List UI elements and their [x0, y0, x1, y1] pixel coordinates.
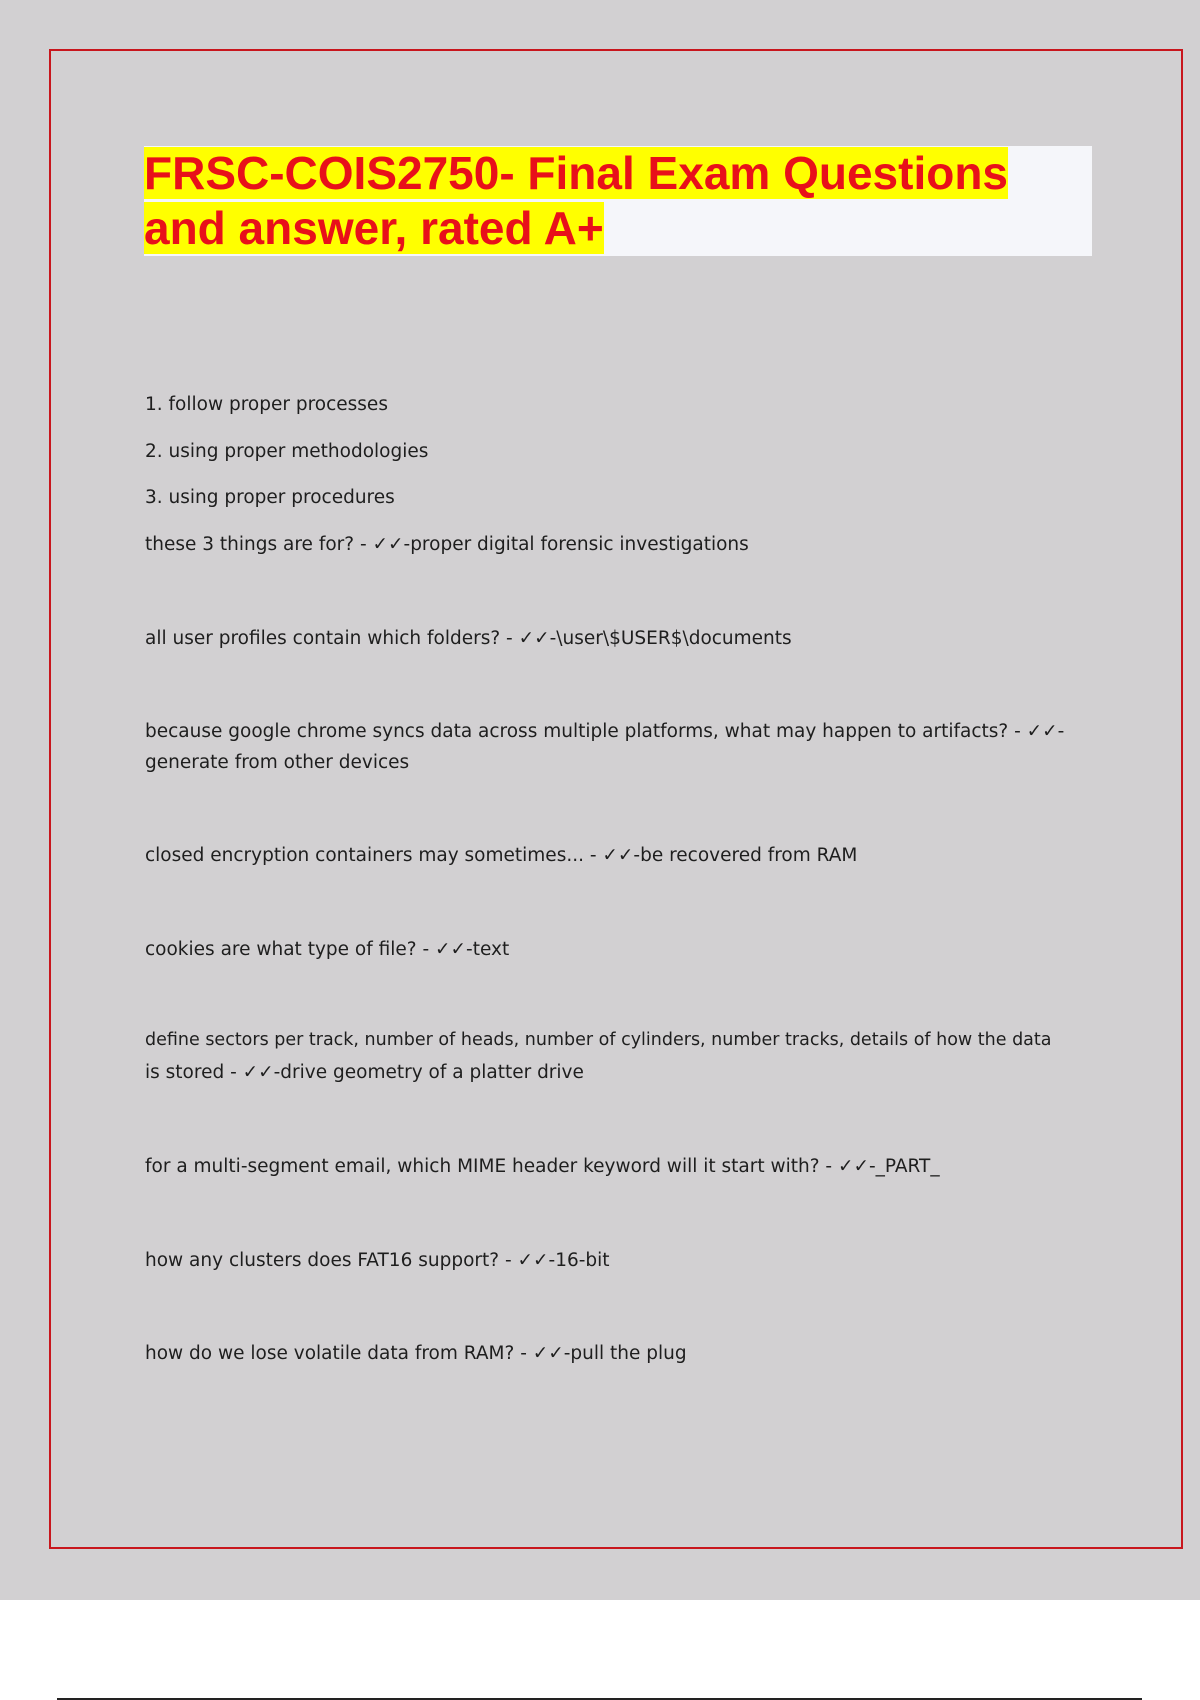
question-answer-continued: generate from other devices	[145, 752, 410, 773]
list-item: 3. using proper procedures	[145, 487, 395, 508]
document-title	[144, 146, 1092, 256]
title-line-2: and answer, rated A+	[144, 202, 604, 254]
question-answer: define sectors per track, number of heads, number of cylinders, number tracks, details of how the data	[145, 1030, 1052, 1050]
list-item: 1. follow proper processes	[145, 394, 388, 415]
question-answer: because google chrome syncs data across multiple platforms, what may happen to artifacts? - ✓✓-	[145, 721, 1065, 742]
question-answer: how any clusters does FAT16 support? - ✓✓-16-bit	[145, 1250, 610, 1271]
title-line-1: FRSC-COIS2750- Final Exam Questions	[144, 147, 1009, 199]
question-answer: all user profiles contain which folders? - ✓✓-\user\$USER$\documents	[145, 628, 792, 649]
list-item: 2. using proper methodologies	[145, 441, 429, 462]
question-answer: cookies are what type of file? - ✓✓-text	[145, 939, 510, 960]
question-answer: closed encryption containers may sometimes... - ✓✓-be recovered from RAM	[145, 845, 858, 866]
page-border-frame	[49, 49, 1183, 1549]
question-answer: for a multi-segment email, which MIME header keyword will it start with? - ✓✓-_PART_	[145, 1156, 940, 1177]
question-answer-continued: is stored - ✓✓-drive geometry of a platter drive	[145, 1062, 584, 1083]
question-answer: these 3 things are for? - ✓✓-proper digital forensic investigations	[145, 534, 749, 555]
question-answer: how do we lose volatile data from RAM? - ✓✓-pull the plug	[145, 1343, 687, 1364]
